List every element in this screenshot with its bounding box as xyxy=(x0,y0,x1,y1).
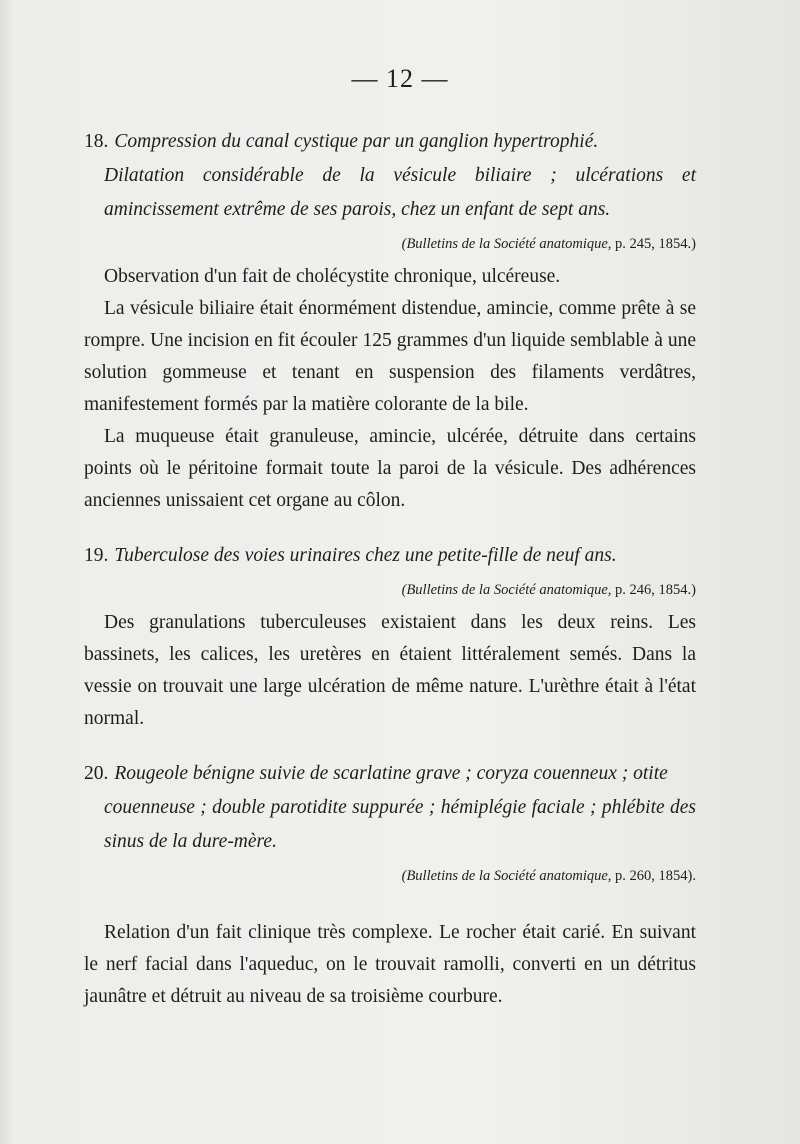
entry-18 xyxy=(84,125,696,517)
entry-number: 19. xyxy=(84,545,109,566)
entry-title-first: Rougeole bénigne suivie de scarlatine grave ; coryza couenneux ; otite xyxy=(114,763,668,784)
entry-paragraph: Observation d'un fait de cholécystite chronique, ulcéreuse. xyxy=(104,266,561,287)
source-journal: (Bulletins de la Société anatomique, xyxy=(401,582,612,598)
entry-title-rest: couenneuse ; double parotidite suppurée ; hémiplégie faciale ; phlébite des sinus de la dure-mère. xyxy=(104,797,696,852)
source-ref: p. 245, 1854.) xyxy=(615,236,696,252)
source-ref: p. 260, 1854). xyxy=(615,868,696,884)
entry-number: 18. xyxy=(84,131,109,152)
page-number: — 12 — xyxy=(351,64,449,93)
entry-paragraph: Des granulations tuberculeuses existaient dans les deux reins. Les bassinets, les calices, les uretères en étaient littéralement semés. Dans la vessie on trouvait une large ulcération de même nature. L'urèthre était à l'état normal. xyxy=(84,612,696,729)
entry-source xyxy=(84,863,696,889)
entry-title-first: Compression du canal cystique par un ganglion hypertrophié. xyxy=(114,131,599,152)
entry-title xyxy=(84,757,696,859)
source-journal: (Bulletins de la Société anatomique, xyxy=(401,868,612,884)
entry-source xyxy=(84,577,696,603)
entry-title xyxy=(84,539,696,573)
entry-20 xyxy=(84,757,696,1013)
source-ref: p. 246, 1854.) xyxy=(615,582,696,598)
entry-paragraph: La muqueuse était granuleuse, amincie, ulcérée, détruite dans certains points où le péritoine formait toute la paroi de la vésicule. Des adhérences anciennes unissaient cet organe au côlon. xyxy=(84,426,696,511)
entry-paragraph: La vésicule biliaire était énormément distendue, amincie, comme prête à se rompre. Une incision en fit écouler 125 grammes d'un liquide semblable à une solution gommeuse et tenant en suspension des filaments verdâtres, manifestement formés par la matière colorante de la bile. xyxy=(84,298,696,415)
entry-title-rest: Dilatation considérable de la vésicule biliaire ; ulcérations et amincissement extrême de ses parois, chez un enfant de sept ans. xyxy=(104,165,696,220)
entry-title-first: Tuberculose des voies urinaires chez une petite-fille de neuf ans. xyxy=(114,545,617,566)
source-journal: (Bulletins de la Société anatomique, xyxy=(401,236,612,252)
page-content xyxy=(84,125,696,1013)
entry-source xyxy=(84,231,696,257)
entry-19 xyxy=(84,539,696,735)
entry-number: 20. xyxy=(84,763,109,784)
entry-title xyxy=(84,125,696,227)
entry-paragraph: Relation d'un fait clinique très complexe. Le rocher était carié. En suivant le nerf facial dans l'aqueduc, on le trouvait ramolli, converti en un détritus jaunâtre et détruit au niveau de sa troisième courbure. xyxy=(84,922,696,1007)
